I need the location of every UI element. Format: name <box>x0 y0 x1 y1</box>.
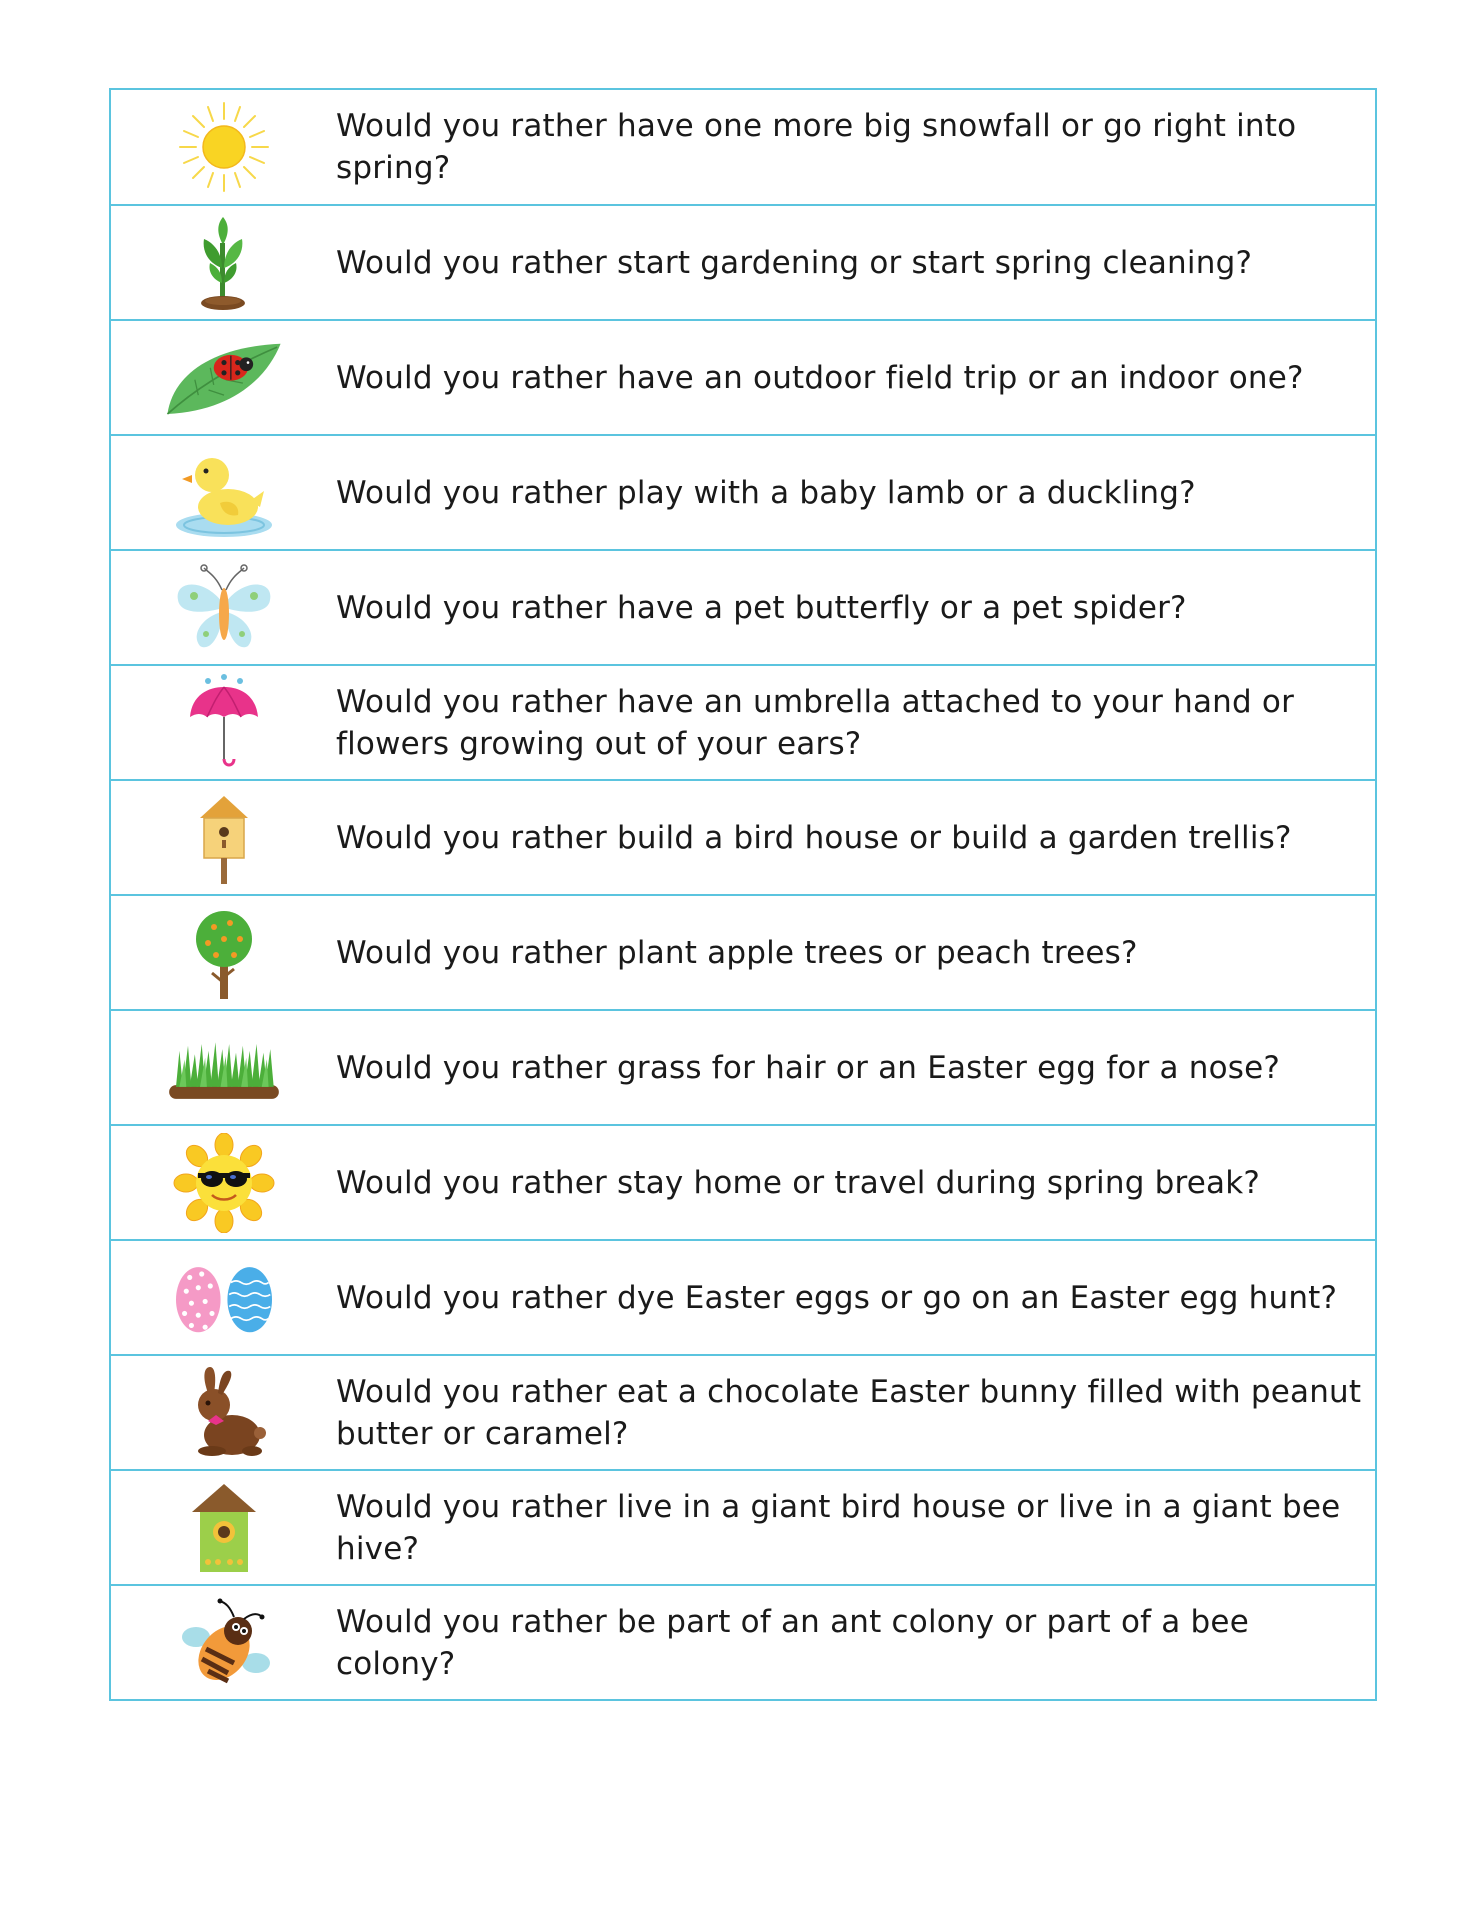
question-text: Would you rather have an outdoor field trip or an indoor one? <box>336 359 1304 396</box>
question-row <box>111 204 1375 319</box>
question-text: Would you rather plant apple trees or peach trees? <box>336 934 1138 971</box>
icon-cell <box>111 1586 336 1699</box>
fruit-tree-icon <box>164 903 284 1003</box>
question-row <box>111 1239 1375 1354</box>
question-row <box>111 549 1375 664</box>
icon-cell <box>111 90 336 204</box>
question-row <box>111 90 1375 204</box>
question-row <box>111 1354 1375 1469</box>
question-row <box>111 1009 1375 1124</box>
icon-cell <box>111 896 336 1009</box>
question-text: Would you rather start gardening or start spring cleaning? <box>336 244 1253 281</box>
easter-eggs-icon <box>164 1248 284 1348</box>
question-text: Would you rather play with a baby lamb or a duckling? <box>336 474 1196 511</box>
icon-cell <box>111 551 336 664</box>
question-text: Would you rather dye Easter eggs or go on an Easter egg hunt? <box>336 1279 1338 1316</box>
icon-cell <box>111 781 336 894</box>
question-row <box>111 664 1375 779</box>
grass-icon <box>164 1018 284 1118</box>
question-row <box>111 1124 1375 1239</box>
sun-icon <box>164 97 284 197</box>
birdhouse-icon <box>164 788 284 888</box>
question-text: Would you rather have an umbrella attached to your hand or flowers growing out of your ears? <box>336 683 1295 762</box>
question-text: Would you rather be part of an ant colony or part of a bee colony? <box>336 1603 1249 1682</box>
question-text: Would you rather stay home or travel during spring break? <box>336 1164 1261 1201</box>
question-text: Would you rather live in a giant bird house or live in a giant bee hive? <box>336 1488 1341 1567</box>
question-row <box>111 319 1375 434</box>
ladybug-leaf-icon <box>164 328 284 428</box>
question-row <box>111 894 1375 1009</box>
icon-cell <box>111 1471 336 1584</box>
icon-cell <box>111 1241 336 1354</box>
question-text: Would you rather have a pet butterfly or a pet spider? <box>336 589 1187 626</box>
question-row <box>111 434 1375 549</box>
questions-table <box>109 88 1377 1701</box>
sprout-icon <box>164 213 284 313</box>
question-text: Would you rather grass for hair or an Easter egg for a nose? <box>336 1049 1281 1086</box>
bee-icon <box>164 1593 284 1693</box>
chocolate-bunny-icon <box>164 1363 284 1463</box>
question-text: Would you rather have one more big snowfall or go right into spring? <box>336 108 1297 186</box>
question-row <box>111 1584 1375 1699</box>
green-birdhouse-icon <box>164 1478 284 1578</box>
icon-cell <box>111 436 336 549</box>
icon-cell <box>111 206 336 319</box>
question-text: Would you rather build a bird house or build a garden trellis? <box>336 819 1292 856</box>
icon-cell <box>111 666 336 779</box>
question-row <box>111 1469 1375 1584</box>
icon-cell <box>111 1356 336 1469</box>
umbrella-icon <box>164 673 284 773</box>
icon-cell <box>111 1011 336 1124</box>
question-text: Would you rather eat a chocolate Easter bunny filled with peanut butter or caramel? <box>336 1373 1362 1452</box>
icon-cell <box>111 1126 336 1239</box>
question-row <box>111 779 1375 894</box>
icon-cell <box>111 321 336 434</box>
sunflower-sunglasses-icon <box>164 1133 284 1233</box>
duckling-icon <box>164 443 284 543</box>
butterfly-icon <box>164 558 284 658</box>
